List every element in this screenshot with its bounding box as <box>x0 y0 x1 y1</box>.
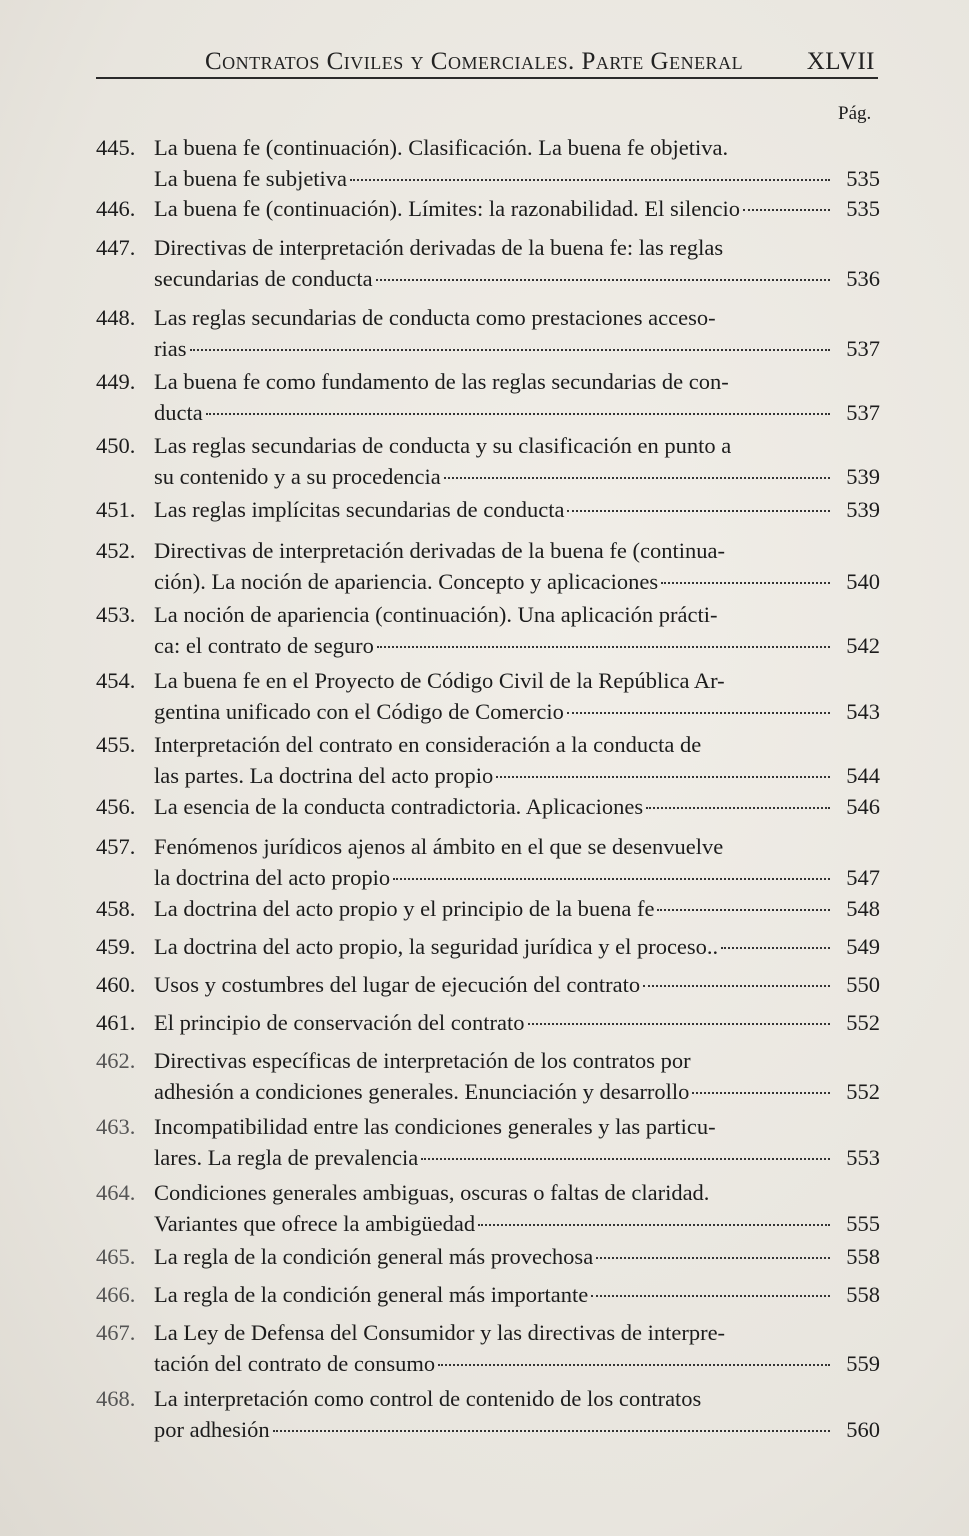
page-number: XLVII <box>806 48 875 75</box>
toc-entry-title: La noción de apariencia (continuación). Una aplicación prácti- <box>154 602 718 627</box>
dot-leader <box>646 807 830 809</box>
dot-leader <box>377 646 830 648</box>
toc-entry-title: rias <box>154 336 187 361</box>
toc-entry-title: La buena fe (continuación). Límites: la razonabilidad. El silencio <box>154 196 741 221</box>
toc-entry <box>96 831 880 893</box>
toc-entry-page: 547 <box>846 865 880 890</box>
header-rule <box>96 77 878 79</box>
toc-entry-page: 559 <box>846 1351 880 1376</box>
toc-entry-number: 457. <box>96 834 136 859</box>
toc-entry-page: 540 <box>846 569 880 594</box>
toc-entry-title: La regla de la condición general más importante <box>154 1282 589 1307</box>
toc-entry-page: 553 <box>846 1145 880 1170</box>
toc-entry-title: La doctrina del acto propio, la seguridad jurídica y el proceso.. <box>154 934 719 959</box>
toc-entry <box>96 729 880 791</box>
toc-entry-number: 459. <box>96 934 136 959</box>
toc-entry-title: ca: el contrato de seguro <box>154 633 374 658</box>
dot-leader <box>661 582 830 584</box>
toc-entry-title: La doctrina del acto propio y el principio de la buena fe <box>154 896 655 921</box>
toc-entry-title: Directivas de interpretación derivadas de la buena fe: las reglas <box>154 235 724 260</box>
toc-entry-number: 460. <box>96 972 136 997</box>
toc-entry-title: Fenómenos jurídicos ajenos al ámbito en el que se desenvuelve <box>154 834 724 859</box>
toc-entry <box>96 366 880 428</box>
dot-leader <box>393 878 830 880</box>
toc-entry <box>96 1383 880 1445</box>
toc-entry-number: 450. <box>96 433 136 458</box>
toc-entry <box>96 302 880 364</box>
dot-leader <box>743 209 830 211</box>
toc-entry-page: 537 <box>846 400 880 425</box>
toc-entry <box>96 665 880 727</box>
toc-entry-title: tación del contrato de consumo <box>154 1351 436 1376</box>
dot-leader <box>444 477 830 479</box>
toc-entry-page: 549 <box>846 934 880 959</box>
dot-leader <box>721 947 830 949</box>
toc-entry <box>96 132 880 194</box>
toc-entry <box>96 430 880 492</box>
toc-entry-page: 543 <box>846 699 880 724</box>
toc-entry-number: 462. <box>96 1048 136 1073</box>
toc-entry-title: Condiciones generales ambiguas, oscuras o faltas de claridad. <box>154 1180 710 1205</box>
toc-entry-page: 537 <box>846 336 880 361</box>
toc-entry-page: 544 <box>846 763 880 788</box>
toc-entry <box>96 494 880 525</box>
toc-entry <box>96 1317 880 1379</box>
toc-entry <box>96 1045 880 1107</box>
toc-entry-title: lares. La regla de prevalencia <box>154 1145 419 1170</box>
dot-leader <box>478 1224 830 1226</box>
toc-entry-number: 448. <box>96 305 136 330</box>
toc-entry-page: 536 <box>846 266 880 291</box>
toc-entry-title: Las reglas secundarias de conducta como prestaciones acceso- <box>154 305 716 330</box>
dot-leader <box>596 1257 830 1259</box>
toc-entry-page: 558 <box>846 1244 880 1269</box>
toc-entry-number: 455. <box>96 732 136 757</box>
toc-entry-title: Las reglas secundarias de conducta y su clasificación en punto a <box>154 433 732 458</box>
toc-entry <box>96 535 880 597</box>
toc-entry <box>96 599 880 661</box>
toc-entry-number: 465. <box>96 1244 136 1269</box>
toc-entry-number: 454. <box>96 668 136 693</box>
toc-entry-title: La buena fe subjetiva <box>154 166 348 191</box>
toc-entry-title: La buena fe (continuación). Clasificación. La buena fe objetiva. <box>154 135 729 160</box>
running-header <box>97 48 877 80</box>
dot-leader <box>657 909 830 911</box>
toc-entry-title: Interpretación del contrato en consideración a la conducta de <box>154 732 702 757</box>
dot-leader <box>567 510 830 512</box>
toc-entry-page: 560 <box>846 1417 880 1442</box>
toc-entry-number: 452. <box>96 538 136 563</box>
toc-entry-page: 535 <box>846 196 880 221</box>
toc-entry-number: 451. <box>96 497 136 522</box>
toc-entry-title: Variantes que ofrece la ambigüedad <box>154 1211 476 1236</box>
toc-entry-title: las partes. La doctrina del acto propio <box>154 763 494 788</box>
toc-entry <box>96 1241 880 1272</box>
toc-entry <box>96 1007 880 1038</box>
toc-entry-number: 449. <box>96 369 136 394</box>
dot-leader <box>438 1364 830 1366</box>
toc-entry-title: gentina unificado con el Código de Comercio <box>154 699 564 724</box>
toc-entry <box>96 969 880 1000</box>
toc-entry-title: por adhesión <box>154 1417 270 1442</box>
toc-entry-title: ducta <box>154 400 203 425</box>
toc-entry-page: 550 <box>846 972 880 997</box>
toc-entry-title: la doctrina del acto propio <box>154 865 391 890</box>
toc-entry-title: La esencia de la conducta contradictoria. Aplicaciones <box>154 794 644 819</box>
dot-leader <box>421 1158 830 1160</box>
toc-entry-number: 458. <box>96 896 136 921</box>
toc-entry-title: Directivas específicas de interpretación de los contratos por <box>154 1048 691 1073</box>
toc-entry-page: 558 <box>846 1282 880 1307</box>
dot-leader <box>350 179 830 181</box>
toc-entry <box>96 1177 880 1239</box>
dot-leader <box>643 985 830 987</box>
toc-entry <box>96 1279 880 1310</box>
toc-entry-title: La interpretación como control de contenido de los contratos <box>154 1386 702 1411</box>
dot-leader <box>496 776 830 778</box>
toc-entry <box>96 931 880 962</box>
toc-entry <box>96 193 880 224</box>
dot-leader <box>528 1023 831 1025</box>
toc-entry <box>96 791 880 822</box>
toc-entry-title: secundarias de conducta <box>154 266 373 291</box>
toc-entry-title: ción). La noción de apariencia. Concepto y aplicaciones <box>154 569 659 594</box>
toc-entry-number: 463. <box>96 1114 136 1139</box>
toc-entry-page: 555 <box>846 1211 880 1236</box>
toc-entry <box>96 893 880 924</box>
toc-entry <box>96 232 880 294</box>
toc-entry-number: 453. <box>96 602 136 627</box>
toc-entry-title: La regla de la condición general más provechosa <box>154 1244 594 1269</box>
toc-entry-number: 464. <box>96 1180 136 1205</box>
toc-entry-number: 445. <box>96 135 136 160</box>
toc-entry-title: Incompatibilidad entre las condiciones generales y las particu- <box>154 1114 716 1139</box>
toc-entry-title: La Ley de Defensa del Consumidor y las directivas de interpre- <box>154 1320 726 1345</box>
toc-entry-number: 446. <box>96 196 136 221</box>
toc-entry-page: 539 <box>846 464 880 489</box>
toc-entry <box>96 1111 880 1173</box>
toc-entry-title: La buena fe en el Proyecto de Código Civil de la República Ar- <box>154 668 725 693</box>
running-header-title: Contratos Civiles y Comerciales. Parte General <box>205 48 744 75</box>
toc-entry-number: 461. <box>96 1010 136 1035</box>
toc-entry-title: su contenido y a su procedencia <box>154 464 441 489</box>
toc-entry-title: La buena fe como fundamento de las reglas secundarias de con- <box>154 369 729 394</box>
toc-entry-page: 542 <box>846 633 880 658</box>
toc-entry-title: Directivas de interpretación derivadas de la buena fe (continua- <box>154 538 725 563</box>
toc-entry-page: 552 <box>846 1010 880 1035</box>
dot-leader <box>273 1430 830 1432</box>
toc-entry-number: 456. <box>96 794 136 819</box>
page-column-label: Pág. <box>838 103 872 124</box>
toc-entry-page: 539 <box>846 497 880 522</box>
dot-leader <box>692 1092 830 1094</box>
toc-entry-number: 447. <box>96 235 136 260</box>
dot-leader <box>591 1295 830 1297</box>
dot-leader <box>567 712 830 714</box>
toc-entry-title: El principio de conservación del contrato <box>154 1010 525 1035</box>
toc-entry-page: 546 <box>846 794 880 819</box>
toc-entry-page: 552 <box>846 1079 880 1104</box>
toc-entry-title: adhesión a condiciones generales. Enunciación y desarrollo <box>154 1079 690 1104</box>
toc-entry-page: 535 <box>846 166 880 191</box>
toc-entry-title: Usos y costumbres del lugar de ejecución del contrato <box>154 972 641 997</box>
dot-leader <box>376 279 830 281</box>
toc-entry-title: Las reglas implícitas secundarias de conducta <box>154 497 565 522</box>
dot-leader <box>190 349 831 351</box>
toc-entry-page: 548 <box>846 896 880 921</box>
toc-entry-number: 468. <box>96 1386 136 1411</box>
dot-leader <box>206 413 830 415</box>
toc-entry-number: 466. <box>96 1282 136 1307</box>
toc-entry-number: 467. <box>96 1320 136 1345</box>
